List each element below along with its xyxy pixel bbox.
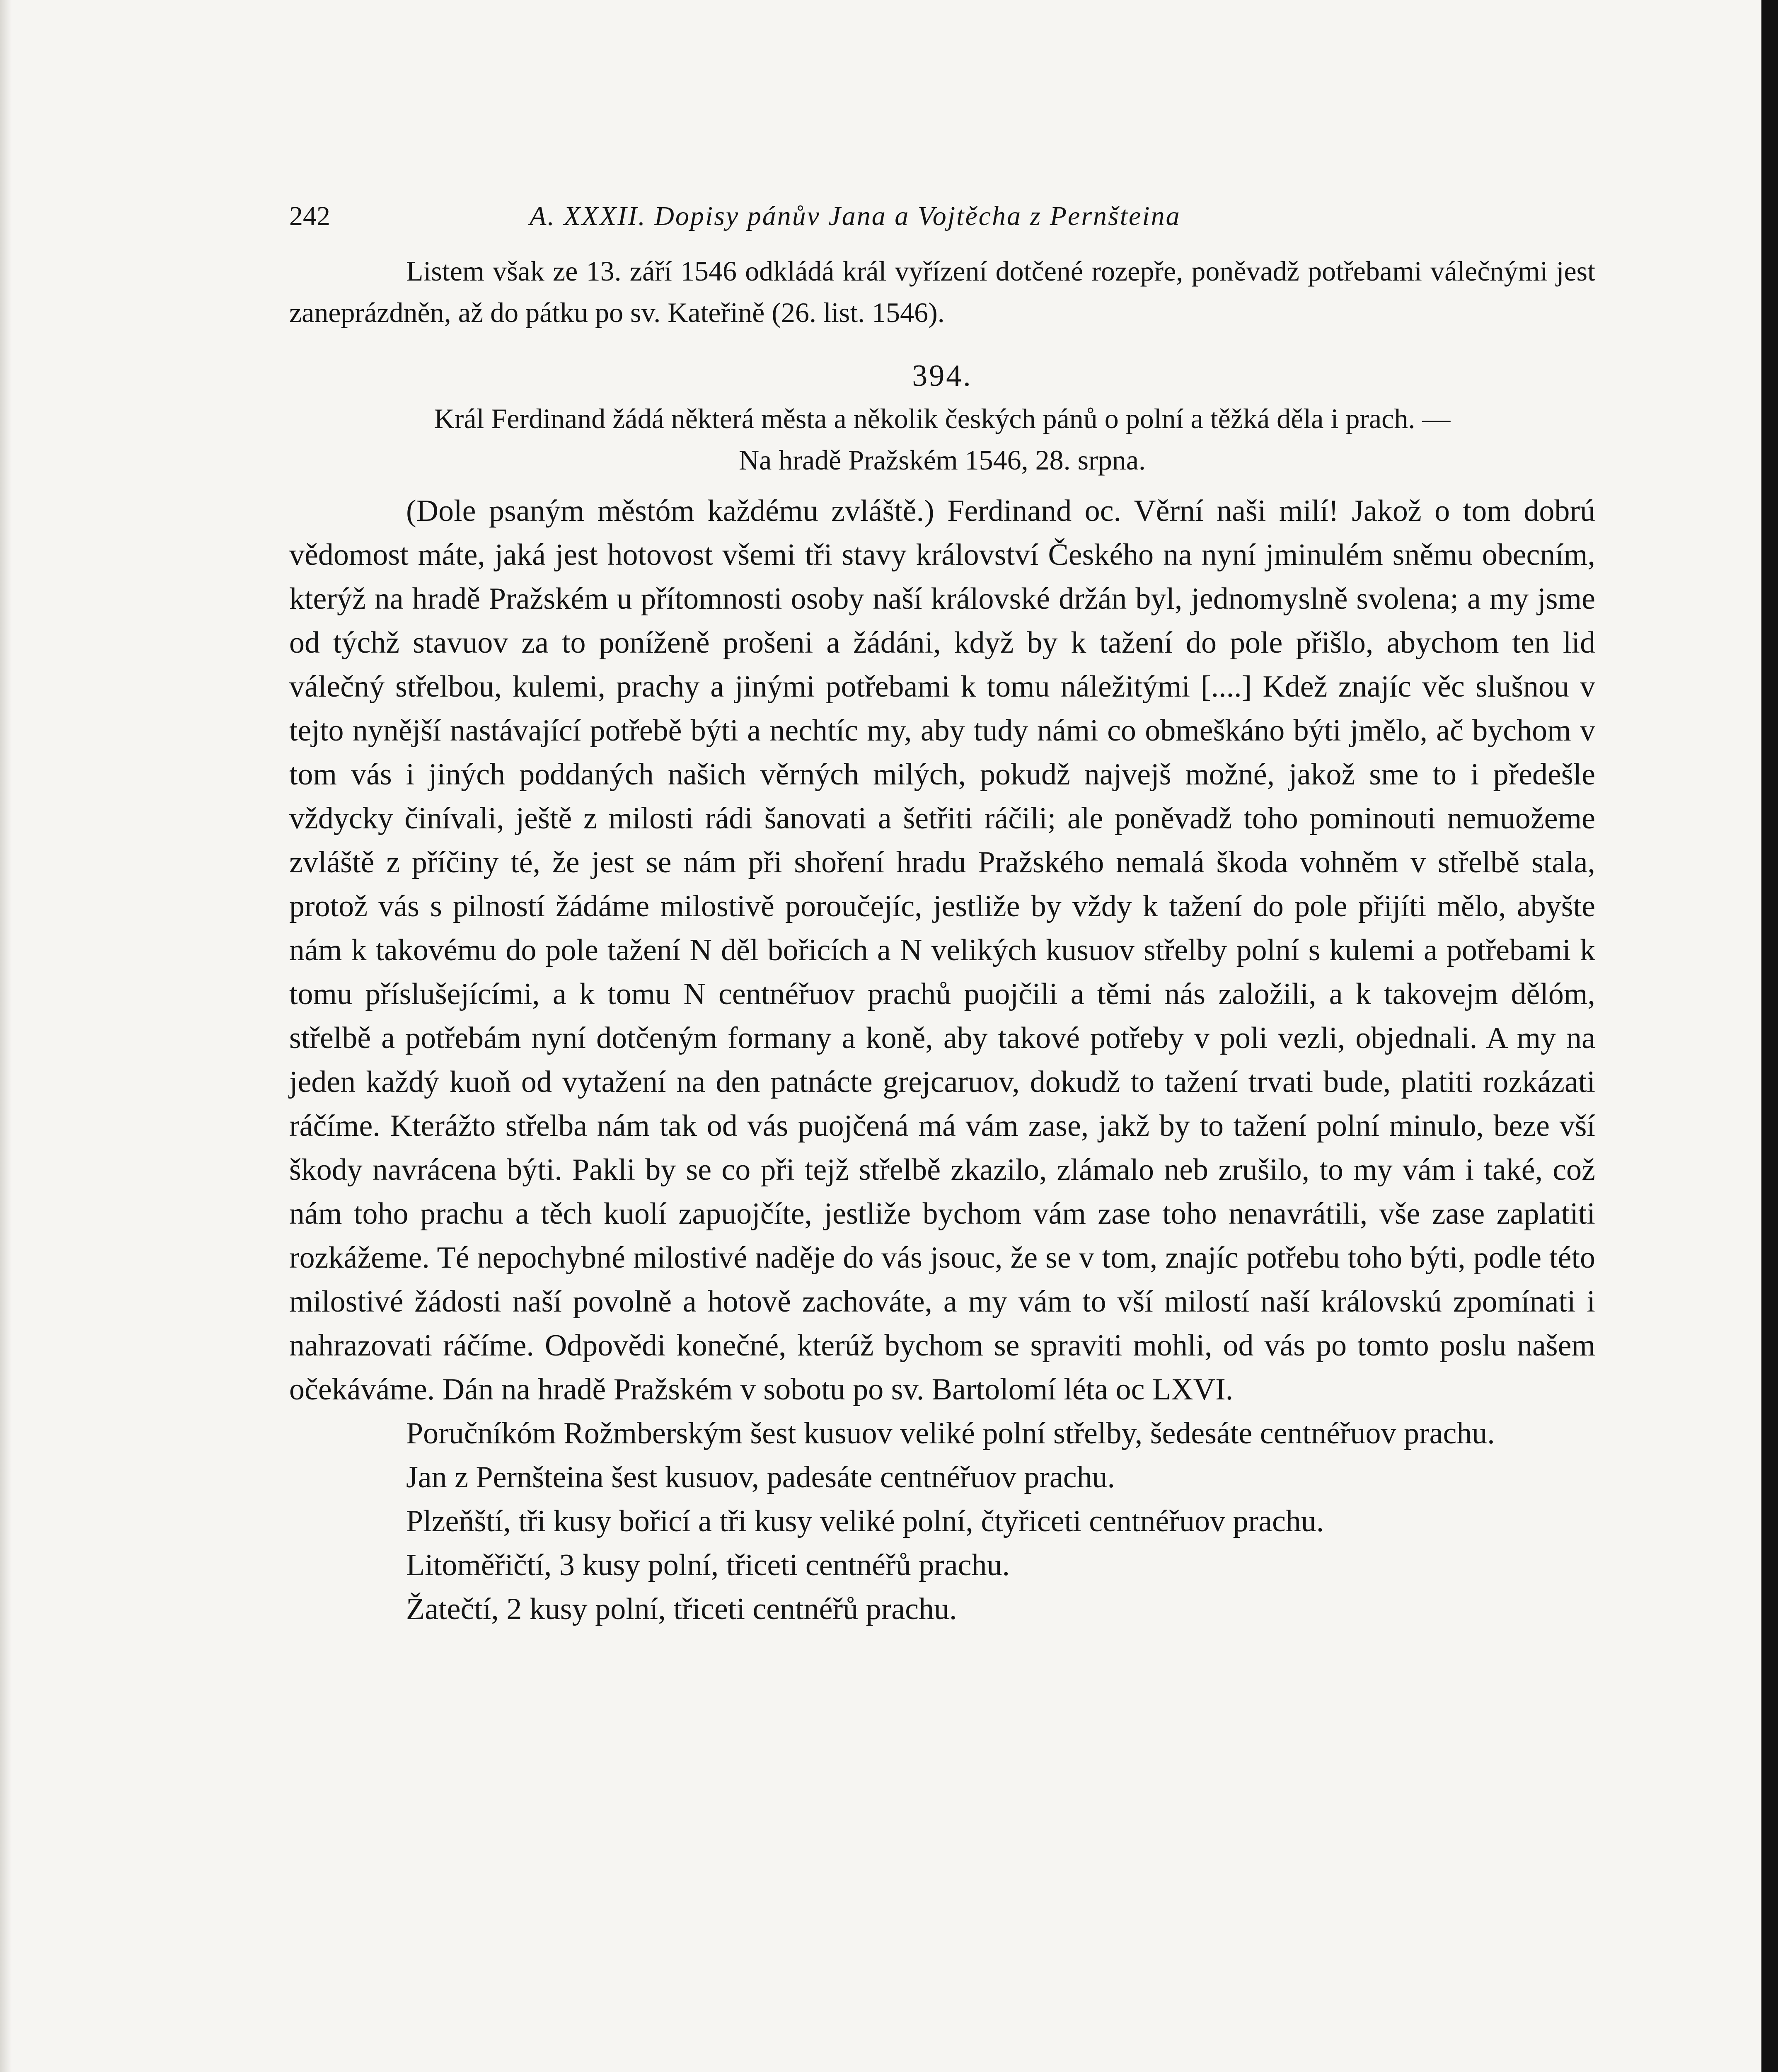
- page-number: 242: [289, 201, 330, 231]
- document-date: Na hradě Pražském 1546, 28. srpna.: [739, 444, 1146, 476]
- recipient-line: Jan z Pernšteina šest kusuov, padesáte centnéřuov prachu.: [406, 1460, 1115, 1494]
- recipient-line: Litoměřičtí, 3 kusy polní, třiceti centnéřů prachu.: [406, 1548, 1010, 1582]
- recipient-list: [289, 1411, 1595, 1631]
- running-head: A. XXXII. Dopisy pánův Jana a Vojtěcha z Pernšteina: [530, 201, 1181, 231]
- document-title: Král Ferdinand žádá některá města a několik českých pánů o polní a těžká děla i prach. —: [434, 403, 1451, 434]
- recipient-line: Plzeňští, tři kusy bořicí a tři kusy veliké polní, čtyřiceti centnéřuov prachu.: [406, 1504, 1324, 1538]
- intro-paragraph: Listem však ze 13. září 1546 odkládá král vyřízení dotčené rozepře, poněvadž potřebami válečnými jest zaneprázdněn, až do pátku po sv. Kateřině (26. list. 1546).: [289, 255, 1595, 328]
- recipient-line: Poručníkóm Rožmberským šest kusuov veliké polní střelby, šedesáte centnéřuov prachu.: [406, 1416, 1495, 1450]
- text-column: [289, 191, 1595, 1631]
- scan-border-right: [1761, 0, 1778, 2072]
- document-body: (Dole psaným městóm každému zvláště.) Ferdinand oc. Věrní naši milí! Jakož o tom dobrú vědomost máte, jaká jest hotovost všemi tři stavy království Českého na nyní jminulém sněmu obecním, kterýž na hradě Pražském u přítomnosti osoby naší královské držán byl, jednomyslně svolena; a my jsme od týchž stavuov za to poníženě prošeni a žádáni, když by k tažení do pole přišlo, abychom ten lid válečný střelbou, kulemi, prachy a jinými potřebami k tomu náležitými [....] Kdež znajíc věc slušnou v tejto nynější nastávající potřebě býti a nechtíc my, aby tudy námi co obmeškáno býti jmělo, ač bychom v tom vás i jiných poddaných našich věrných milých, pokudž najvejš možné, jakož sme to i předešle vždycky činívali, ještě z milosti rádi šanovati a šetřiti ráčili; ale poněvadž toho pominouti nemuožeme zvláště z příčiny té, že jest se nám při shoření hradu Pražského nemalá škoda vohněm v střelbě stala, protož vás s pilností žádáme milostivě poroučejíc, jestliže by vždy k tažení do pole přijíti mělo, abyšte nám k takovému do pole tažení N děl bořicích a N velikých kusuov střelby polní s kulemi a potřebami k tomu příslušejícími, a k tomu N centnéřuov prachů puojčili a těmi nás založili, a k takovejm dělóm, střelbě a potřebám nyní dotčeným formany a koně, aby takové potřeby v poli vezli, objednali. A my na jeden každý kuoň od vytažení na den patnácte grejcaruov, dokudž to tažení trvati bude, platiti rozkázati ráčíme. Kterážto střelba nám tak od vás puojčená má vám zase, jakž by to tažení polní minulo, beze vší škody navrácena býti. Pakli by se co při tejž střelbě zkazilo, zlámalo neb zrušilo, to my vám i také, což nám toho prachu a těch kuolí zapuojčíte, jestliže bychom vám zase toho nenavrátili, vše zase zaplatiti rozkážeme. Té nepochybné milostivé naděje do vás jsouc, že se v tom, znajíc potřebu toho býti, podle této milostivé žádosti naší povolně a hotově zachováte, a my vám to vší milostí naší královskú zpomínati i nahrazovati ráčíme. Odpovědi konečné, kterúž bychom se spraviti mohli, od vás po tomto poslu našem očekáváme. Dán na hradě Pražském v sobotu po sv. Bartolomí léta oc LXVI.: [289, 494, 1595, 1406]
- recipient-line: Žatečtí, 2 kusy polní, třiceti centnéřů prachu.: [406, 1592, 957, 1626]
- document-number: 394.: [912, 359, 972, 393]
- scan-shadow-left: [0, 0, 12, 2072]
- page-header: [289, 191, 1595, 241]
